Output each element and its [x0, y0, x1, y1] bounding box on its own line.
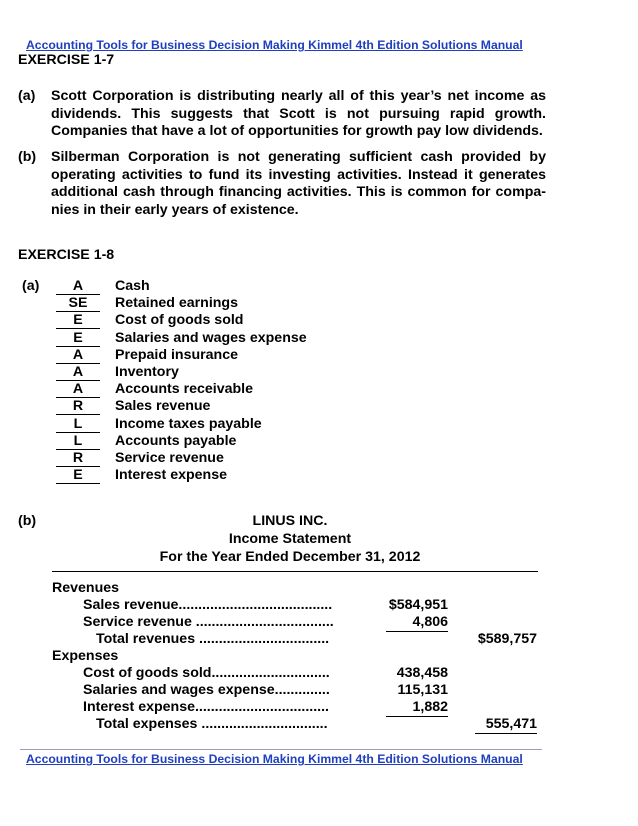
account-name: Income taxes payable — [115, 415, 262, 432]
account-name: Accounts payable — [115, 432, 237, 449]
exercise-1-7-part-a — [18, 88, 546, 141]
account-name: Prepaid insurance — [115, 346, 239, 363]
sales-revenue-label: Sales revenue....................................... — [83, 597, 333, 613]
part-a-text: Scott Corporation is distributing nearly all of this year’s net income as dividends. This suggests that Scott is not pursuing rapid growth. Companies that have a lot of opportunities for growth pay low dividends. — [51, 88, 546, 140]
account-name: Sales revenue — [115, 398, 211, 415]
classification-code: SE — [56, 295, 100, 312]
sales-revenue-amount: $584,951 — [388, 597, 448, 613]
exercise-1-8-heading: EXERCISE 1-8 — [18, 247, 115, 263]
list-item — [0, 312, 400, 329]
list-item — [0, 278, 400, 295]
salaries-label: Salaries and wages expense.............. — [83, 682, 330, 698]
classification-code: E — [56, 312, 100, 329]
classification-code: L — [56, 433, 100, 450]
service-revenue-label: Service revenue ................................... — [83, 614, 334, 630]
revenues-heading: Revenues — [52, 580, 120, 596]
account-name: Service revenue — [115, 450, 224, 466]
part-a-label-1-8: (a) — [22, 278, 40, 294]
revenues-heading-row — [0, 580, 638, 597]
document-header-title[interactable]: Accounting Tools for Business Decision Making Kimmel 4th Edition Solutions Manual — [26, 38, 523, 52]
total-revenues-label: Total revenues ................................. — [96, 631, 330, 647]
classification-code: A — [56, 381, 100, 398]
list-item — [0, 295, 400, 312]
account-name: Retained earnings — [115, 295, 238, 312]
statement-rule — [52, 571, 538, 572]
sales-revenue-row — [0, 597, 638, 614]
account-name: Inventory — [115, 364, 179, 380]
classification-code: E — [56, 330, 100, 347]
classification-code: A — [56, 347, 100, 364]
list-item — [0, 433, 400, 450]
statement-title: Income Statement — [228, 531, 352, 547]
list-item — [0, 416, 400, 433]
list-item — [0, 330, 400, 347]
account-name: Cost of goods sold — [115, 312, 244, 329]
list-item — [0, 347, 400, 364]
part-a-label: (a) — [18, 88, 36, 104]
cogs-label: Cost of goods sold.............................. — [83, 665, 330, 681]
statement-period: For the Year Ended December 31, 2012 — [159, 549, 421, 565]
footer-rule — [20, 749, 542, 750]
statement-company: LINUS INC. — [252, 513, 328, 529]
exercise-1-7-part-b — [18, 149, 546, 219]
account-name: Accounts receivable — [115, 381, 253, 398]
part-b-label: (b) — [18, 149, 37, 165]
total-expenses-row — [0, 716, 638, 733]
salaries-amount: 115,131 — [397, 682, 448, 698]
interest-label: Interest expense.................................. — [83, 699, 329, 715]
document-footer-title[interactable]: Accounting Tools for Business Decision Making Kimmel 4th Edition Solutions Manual — [26, 752, 523, 766]
interest-amount: 1,882 — [386, 699, 448, 717]
account-name: Interest expense — [115, 467, 227, 484]
list-item — [0, 467, 400, 484]
total-expenses-label: Total expenses ................................ — [96, 716, 328, 732]
expenses-heading: Expenses — [52, 648, 119, 664]
classification-code: E — [56, 467, 100, 484]
list-item — [0, 398, 400, 415]
total-revenues-row — [0, 631, 638, 648]
part-b-label-1-8: (b) — [18, 513, 37, 529]
service-revenue-amount: 4,806 — [386, 614, 448, 632]
classification-code: R — [56, 398, 100, 415]
classification-code: L — [56, 416, 100, 433]
exercise-1-7-heading: EXERCISE 1-7 — [18, 52, 115, 68]
service-revenue-row — [0, 614, 638, 631]
salaries-row — [0, 682, 638, 699]
expenses-heading-row — [0, 648, 638, 665]
part-b-text: Silberman Corporation is not generating sufficient cash provided by operating activities to fund its investing activities. Instead it generates additional cash through financing activities. This is common for compa-nies in their early years of existence. — [51, 149, 546, 218]
classification-code: A — [56, 364, 100, 381]
classification-code: R — [56, 450, 100, 467]
list-item — [0, 381, 400, 398]
account-name: Salaries and wages expense — [115, 329, 307, 346]
interest-row — [0, 699, 638, 716]
list-item — [0, 450, 400, 467]
cogs-row — [0, 665, 638, 682]
list-item — [0, 364, 400, 381]
account-name: Cash — [115, 278, 150, 294]
classification-code: A — [56, 278, 100, 295]
total-revenues-amount: $589,757 — [477, 631, 537, 647]
cogs-amount: 438,458 — [396, 665, 448, 681]
total-expenses-amount: 555,471 — [475, 716, 537, 734]
